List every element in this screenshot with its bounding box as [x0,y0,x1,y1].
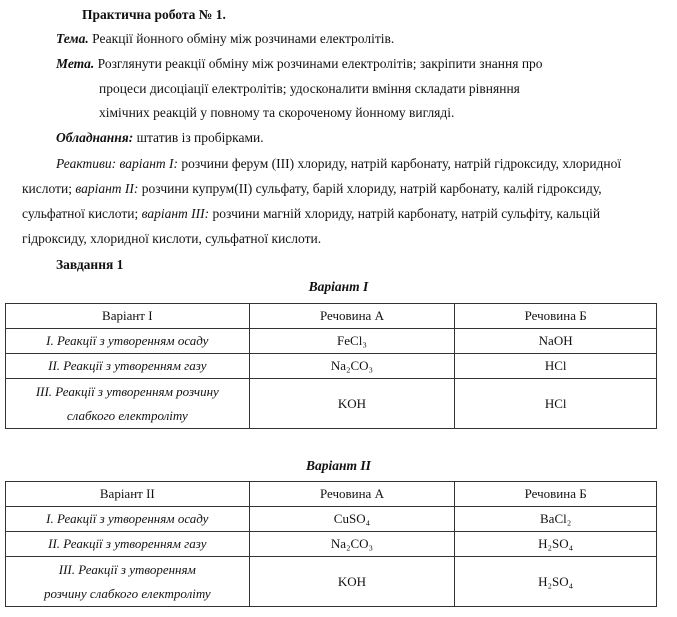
table-row [6,379,657,429]
substance-a-cell: Na₂CO₃ [249,354,455,379]
reagents-v2-text: розчини купрум(ІІ) сульфату, барій хлориду, натрій карбонату, калій гідроксиду, [141,181,602,196]
substance-a-cell: FeCl₃ [249,329,455,354]
header-cell: Варіант ІІ [6,482,250,507]
substance-a-cell: CuSO₄ [249,507,455,532]
reagents-v1-text: розчини ферум (ІІІ) хлориду, натрій карбонату, натрій гідроксиду, хлоридної [181,156,622,171]
header-cell: Речовина Б [455,304,657,329]
topic-line [56,30,394,48]
header-cell: Речовина А [249,482,455,507]
substance-b-cell: HCl [455,354,657,379]
reaction-cell: І. Реакції з утворенням осаду [6,507,250,532]
reagents-line2-a: кислоти; [22,181,72,196]
substance-b-cell: H₂SO₄ [455,557,657,607]
reagents-label: Реактиви: [56,156,117,171]
reagents-line3-a: сульфатної кислоти; [22,206,139,221]
reaction-line-2: розчину слабкого електроліту [43,585,211,601]
goal-line-3: хімічних реакцій у повному та скороченому йонному вигляді. [99,105,455,120]
reaction-cell: ІІ. Реакції з утворенням газу [6,532,250,557]
variant2-table [5,481,657,607]
table-header-row [6,482,657,507]
variant2-caption: Варіант ІІ [306,458,371,473]
table-row [6,507,657,532]
table-row [6,532,657,557]
header-cell: Речовина Б [455,482,657,507]
substance-b-cell: HCl [455,379,657,429]
reaction-cell: ІІ. Реакції з утворенням газу [6,354,250,379]
reagents-line-1 [56,155,621,173]
substance-b-cell: H₂SO₄ [455,532,657,557]
equipment-text: штатив із пробірками. [136,130,264,145]
page-title: Практична робота № 1. [82,7,226,22]
reaction-cell [6,557,250,607]
reaction-cell: І. Реакції з утворенням осаду [6,329,250,354]
goal-line-2: процеси дисоціації електролітів; удосконалити вміння складати рівняння [99,81,520,96]
reaction-line-1: ІІІ. Реакції з утворенням [58,561,196,577]
variant1-caption: Варіант І [308,279,369,294]
goal-text-1: Розглянути реакції обміну між розчинами електролітів; закріпити знання про [97,56,543,71]
table-row [6,557,657,607]
goal-label: Мета. [56,56,95,71]
reaction-cell [6,379,250,429]
table-row [6,329,657,354]
goal-line-1 [56,55,543,73]
header-cell: Варіант І [6,304,250,329]
reagents-v1-label: варіант І: [119,156,179,171]
equipment-line [56,129,264,147]
reagents-v3-text: розчини магній хлориду, натрій карбонату, натрій сульфіту, кальцій [212,206,601,221]
reagents-line-3 [22,205,600,223]
table-header-row [6,304,657,329]
header-cell: Речовина А [249,304,455,329]
substance-a-cell: KOH [249,379,455,429]
reagents-v2-label: варіант ІІ: [75,181,139,196]
reagents-line-2 [22,180,602,198]
reaction-line-2: слабкого електроліту [66,407,188,423]
substance-a-cell: Na₂CO₃ [249,532,455,557]
reagents-line-4: гідроксиду, хлоридної кислоти, сульфатної кислоти. [22,231,322,246]
variant1-table [5,303,657,429]
reaction-line-1: ІІІ. Реакції з утворенням розчину [35,383,219,399]
table-row [6,354,657,379]
substance-b-cell: NaOH [455,329,657,354]
task-title: Завдання 1 [56,257,124,272]
equipment-label: Обладнання: [56,130,134,145]
substance-a-cell: KOH [249,557,455,607]
substance-b-cell: BaCl₂ [455,507,657,532]
topic-text: Реакції йонного обміну між розчинами електролітів. [92,31,395,46]
topic-label: Тема. [56,31,89,46]
reagents-v3-label: варіант ІІІ: [141,206,210,221]
